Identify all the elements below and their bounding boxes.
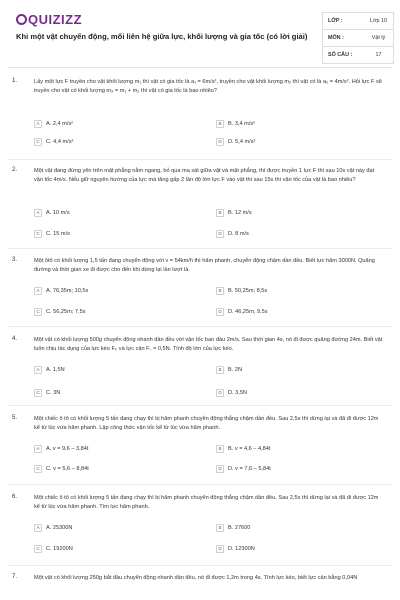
meta-row-class [323,13,393,30]
meta-row-count [323,47,393,63]
option-text: D. 5,4 m/s² [228,138,256,145]
option-c[interactable] [34,543,73,554]
option-text: B. 27600 [228,524,251,531]
question-number: 1. [12,78,18,84]
question-6 [12,494,388,558]
option-letter-box: C [34,465,42,473]
option-letter-box: C [34,545,42,553]
worksheet-header [0,0,400,64]
option-letter-box: C [34,230,42,238]
question-7 [12,574,388,600]
question-4 [12,336,388,400]
option-letter-box: D [216,545,224,553]
question-text: Một vật có khối lượng 250g bắt đầu chuyển động nhanh dần đều, nó đi được 1,2m trong 4s. Tính lực kéo, biết lực cản bằng 0,04N [34,575,358,581]
option-d[interactable] [216,463,271,474]
option-text: B. 3,4 m/s² [228,120,256,127]
option-text: C. 4,4 m/s² [46,138,74,145]
option-letter-box: B [216,366,224,374]
question-text: Một chiếc ô tô có khối lượng 5 tấn đang chạy thì bị hãm phanh chuyển động thẳng chậm dần đều. Sau 2,5s thì dừng lại và đã đi được 12m kể từ lúc vừa hãm phanh. Lập công thức vận tốc kể từ lúc vừa hãm phanh. [34,416,379,431]
option-text: B. v = 4,6 – 4,84t [228,445,271,452]
question-number: 5. [12,415,18,421]
meta-label: MÔN : [328,35,344,41]
option-b[interactable] [216,118,255,129]
meta-value: Vật lý [371,35,386,41]
option-text: B. 2N [228,366,242,373]
question-divider [8,405,392,406]
option-d[interactable] [216,136,255,147]
option-text: C. 15 m/s [46,230,70,237]
question-number: 6. [12,494,18,500]
option-text: D. v = 7,6 – 5,84t [228,465,271,472]
option-letter-box: D [216,138,224,146]
question-number: 4. [12,336,18,342]
option-a[interactable] [34,522,72,533]
option-text: D. 8 m/s [228,230,249,237]
option-letter-box: A [34,366,42,374]
question-1 [12,78,388,148]
option-letter-box: C [34,138,42,146]
question-divider [8,484,392,485]
meta-row-subject [323,30,393,47]
option-text: B. 50,25m; 8,5s [228,287,268,294]
option-letter-box: D [216,308,224,316]
question-number: 2. [12,167,18,173]
question-text: Một ôtô có khối lượng 1,5 tấn đang chuyển động với v = 54km/h thì hãm phanh, chuyển động chậm dần đều. Biết lực hãm 3000N. Quãng đường và thời gian xe đi được cho đến khi dừng lại lần lượt là. [34,258,375,273]
option-letter-box: A [34,120,42,128]
option-b[interactable] [216,443,270,454]
option-b[interactable] [216,364,242,375]
option-c[interactable] [34,306,86,317]
option-text: C. 19200N [46,545,73,552]
option-letter-box: C [34,389,42,397]
quizizz-logo [16,12,82,27]
page-title: Khi một vật chuyển động, mối liên hệ giữa lực, khối lượng và gia tốc (có lời giải) [16,32,308,41]
option-letter-box: D [216,465,224,473]
question-divider [8,326,392,327]
brand-name: QUIZIZZ [28,12,83,27]
option-text: C. v = 5,6 – 8,84t [46,465,89,472]
option-letter-box: B [216,445,224,453]
option-text: A. 2,4 m/s² [46,120,74,127]
option-d[interactable] [216,543,255,554]
option-a[interactable] [34,364,65,375]
option-a[interactable] [34,285,88,296]
option-text: C. 56,25m; 7,5s [46,308,86,315]
option-text: D. 12300N [228,545,255,552]
option-letter-box: D [216,230,224,238]
option-text: A. 25300N [46,524,73,531]
option-letter-box: A [34,445,42,453]
option-letter-box: C [34,308,42,316]
meta-value: Lớp 10 [369,18,388,24]
option-a[interactable] [34,443,88,454]
logo-q-icon [16,14,27,25]
question-divider [8,248,392,249]
option-letter-box: B [216,524,224,532]
option-text: C. 3N [46,389,61,396]
option-b[interactable] [216,207,252,218]
header-divider [8,67,392,68]
option-text: D. 46,25m; 9,5s [228,308,268,315]
question-number: 7. [12,574,18,580]
question-number: 3. [12,257,18,263]
option-text: D. 3,5N [228,389,247,396]
question-divider [8,565,392,566]
question-text: Một vật có khối lượng 500g chuyển động nhanh dần đều với vận tốc ban đầu 2m/s. Sau thời gian 4s, nó đi được quãng đường 24m. Biết vật luôn chịu tác dụng của lực kéo Fₖ và lực cản F꜀ = 0,5N. Tính độ lớn của lực kéo. [34,337,383,352]
option-text: B. 12 m/s [228,209,252,216]
option-d[interactable] [216,387,247,398]
option-text: A. 76,35m; 10,5s [46,287,89,294]
option-letter-box: A [34,524,42,532]
option-a[interactable] [34,118,73,129]
option-text: A. v = 9,6 – 3,84t [46,445,89,452]
option-letter-box: B [216,209,224,217]
option-c[interactable] [34,136,73,147]
question-2 [12,167,388,241]
option-b[interactable] [216,285,267,296]
meta-value: 17 [375,52,382,58]
meta-box [322,12,394,64]
option-d[interactable] [216,306,268,317]
option-letter-box: A [34,287,42,295]
option-a[interactable] [34,207,70,218]
option-c[interactable] [34,387,60,398]
option-letter-box: B [216,287,224,295]
option-c[interactable] [34,228,70,239]
option-text: A. 10 m/s [46,209,70,216]
option-text: A. 1,5N [46,366,65,373]
question-5 [12,415,388,479]
option-letter-box: A [34,209,42,217]
option-d[interactable] [216,228,249,239]
meta-label: SỐ CÂU : [328,52,353,58]
question-text: Một vật đang đứng yên trên mặt phẳng nằm ngang, bỏ qua ma sát giữa vật và mặt phẳng, thì được truyền 1 lực F thì sau 10s vật này đạt vận tốc 4m/s. Nếu giữ nguyên hướng của lực mà tăng gấp 2 lần độ lớn lực F vào vật thì sau 15s thì vận tốc của vật là bao nhiêu? [34,168,375,183]
meta-label: LỚP : [328,18,343,24]
question-text: Lấy một lực F truyền cho vật khối lượng m₁ thì vật có gia tốc là a₁ = 6m/s², truyền cho vật khối lượng m₂ thì vật có là a₂ = 4m/s². Hỏi lực F sẽ truyền cho vật có khối lượng m₃ = m₁ + m₂ thì vật có gia tốc là bao nhiêu? [34,79,382,94]
question-divider [8,159,392,160]
option-letter-box: B [216,120,224,128]
option-c[interactable] [34,463,89,474]
question-text: Một chiếc ô tô có khối lượng 5 tấn đang chạy thì bị hãm phanh chuyển động thẳng chậm dần đều. Sau 2,5s thì dừng lại và đã đi được 12m kể từ lúc vừa hãm phanh. Tìm lực hãm phanh. [34,495,379,510]
option-b[interactable] [216,522,250,533]
option-letter-box: D [216,389,224,397]
question-3 [12,257,388,321]
